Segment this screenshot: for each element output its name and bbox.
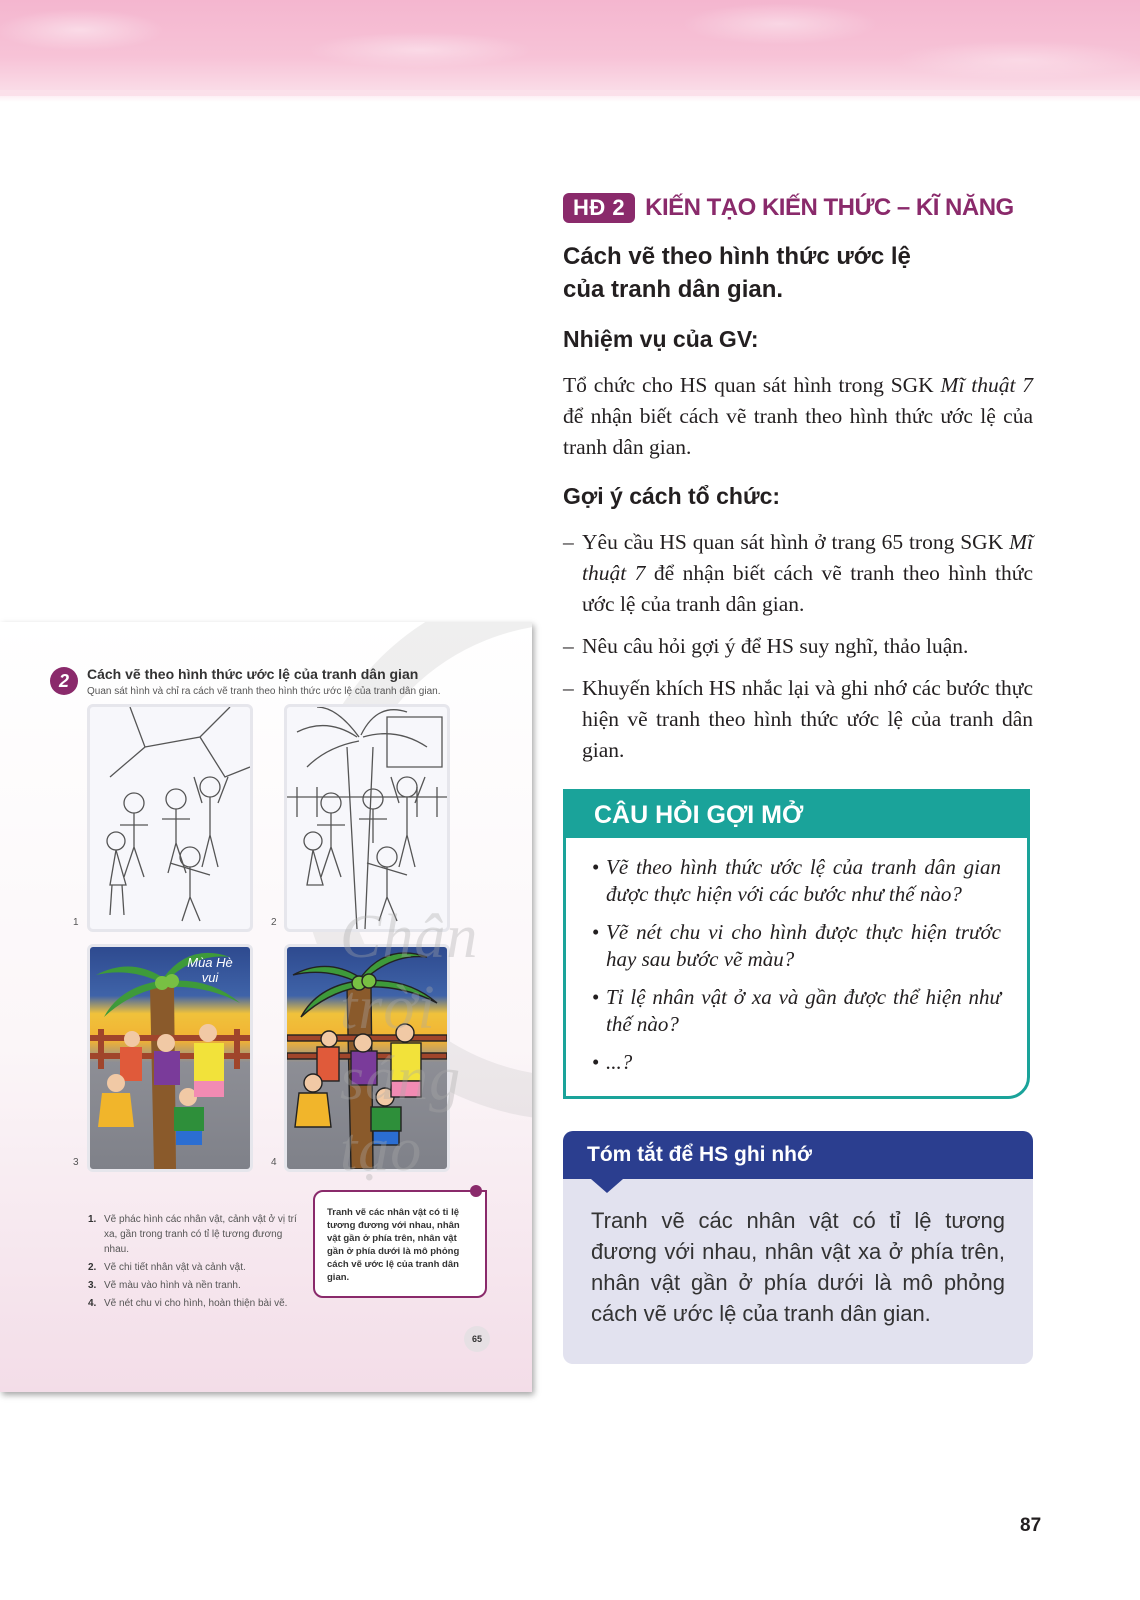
sketch-drawing-icon	[90, 707, 250, 929]
textbook-section-title: Cách vẽ theo hình thức ước lệ của tranh dân gian	[87, 666, 419, 682]
step-item: 3. Vẽ màu vào hình và nền tranh.	[88, 1280, 241, 1291]
note-dot-icon	[470, 1185, 482, 1197]
step-item: 2. Vẽ chi tiết nhân vật và cảnh vật.	[88, 1262, 246, 1273]
textbook-section-subtitle: Quan sát hình và chỉ ra cách vẽ tranh theo hình thức ước lệ của tranh dân gian.	[87, 686, 441, 697]
open-questions-box	[563, 789, 1030, 1099]
picture-label-2: 2	[271, 917, 277, 928]
painting-caption: Mùa Hè vui	[187, 955, 233, 985]
question-item: • Vẽ theo hình thức ước lệ của tranh dân gian được thực hiện với các bước như thế nào?	[592, 854, 1001, 908]
section-number-badge: 2	[50, 667, 78, 695]
activity-title: KIẾN TẠO KIẾN THỨC – KĨ NĂNG	[645, 194, 1014, 221]
suggestions-list	[563, 527, 1033, 777]
teacher-task-text: Tổ chức cho HS quan sát hình trong SGK Mĩ thuật 7 để nhận biết cách vẽ tranh theo hình thức ước lệ của tranh dân gian.	[563, 373, 1033, 459]
textbook-page-number: 65	[464, 1326, 490, 1352]
painting-image-3	[87, 944, 253, 1172]
open-questions-heading: CÂU HỎI GỢI MỞ	[566, 792, 1027, 838]
suggestion-item-1: – Yêu cầu HS quan sát hình ở trang 65 trong SGK Mĩ thuật 7 để nhận biết cách vẽ tranh theo hình thức ước lệ của tranh dân gian.	[563, 527, 1033, 620]
question-item: • Tỉ lệ nhân vật ở xa và gần được thể hiện như thế nào?	[592, 984, 1001, 1038]
sketch-image-1	[87, 704, 253, 932]
page-number: 87	[1020, 1515, 1042, 1536]
activity-heading	[563, 190, 1014, 226]
picture-label-4: 4	[271, 1157, 277, 1168]
teacher-task-heading: Nhiệm vụ của GV:	[563, 326, 759, 352]
textbook-note-box: Tranh vẽ các nhân vật có tỉ lệ tương đương với nhau, nhân vật gần ở phía trên, nhân vật gần ở phía dưới là mô phỏng cách vẽ ước lệ của tranh dân gian.	[313, 1190, 487, 1298]
step-item: 1. Vẽ phác hình các nhân vật, cảnh vật ở vị trí xa, gần trong tranh có tỉ lệ tương đương nhau.	[88, 1214, 297, 1255]
sketch-palm-drawing-icon	[287, 707, 447, 929]
main-heading: Cách vẽ theo hình thức ước lệ của tranh dân gian.	[563, 243, 911, 303]
suggestions-heading: Gợi ý cách tổ chức:	[563, 483, 781, 509]
suggestion-item-3: – Khuyến khích HS nhắc lại và ghi nhớ các bước thực hiện vẽ tranh theo hình thức ước lệ của tranh dân gian.	[563, 673, 1033, 766]
summary-text: Tranh vẽ các nhân vật có tỉ lệ tương đương với nhau, nhân vật xa ở phía trên, nhân vật gần ở phía dưới là mô phỏng cách vẽ ước lệ của tranh dân gian.	[591, 1208, 1005, 1326]
question-item: • ...?	[592, 1049, 1001, 1076]
summary-box	[563, 1131, 1033, 1364]
decorative-header-band	[0, 0, 1140, 96]
picture-label-3: 3	[73, 1157, 79, 1168]
step-item: 4. Vẽ nét chu vi cho hình, hoàn thiện bài vẽ.	[88, 1298, 288, 1309]
watermark-text: Chân trời sáng tạo	[340, 903, 479, 1184]
open-questions-list	[566, 854, 1027, 1076]
sketch-image-2	[284, 704, 450, 932]
picture-label-1: 1	[73, 917, 79, 928]
activity-badge: HĐ 2	[563, 193, 635, 223]
suggestion-item-2: – Nêu câu hỏi gợi ý để HS suy nghĩ, thảo luận.	[563, 631, 1033, 662]
summary-heading: Tóm tắt để HS ghi nhớ	[563, 1131, 1033, 1179]
textbook-steps-list	[88, 1212, 303, 1314]
question-item: • Vẽ nét chu vi cho hình được thực hiện trước hay sau bước vẽ màu?	[592, 919, 1001, 973]
